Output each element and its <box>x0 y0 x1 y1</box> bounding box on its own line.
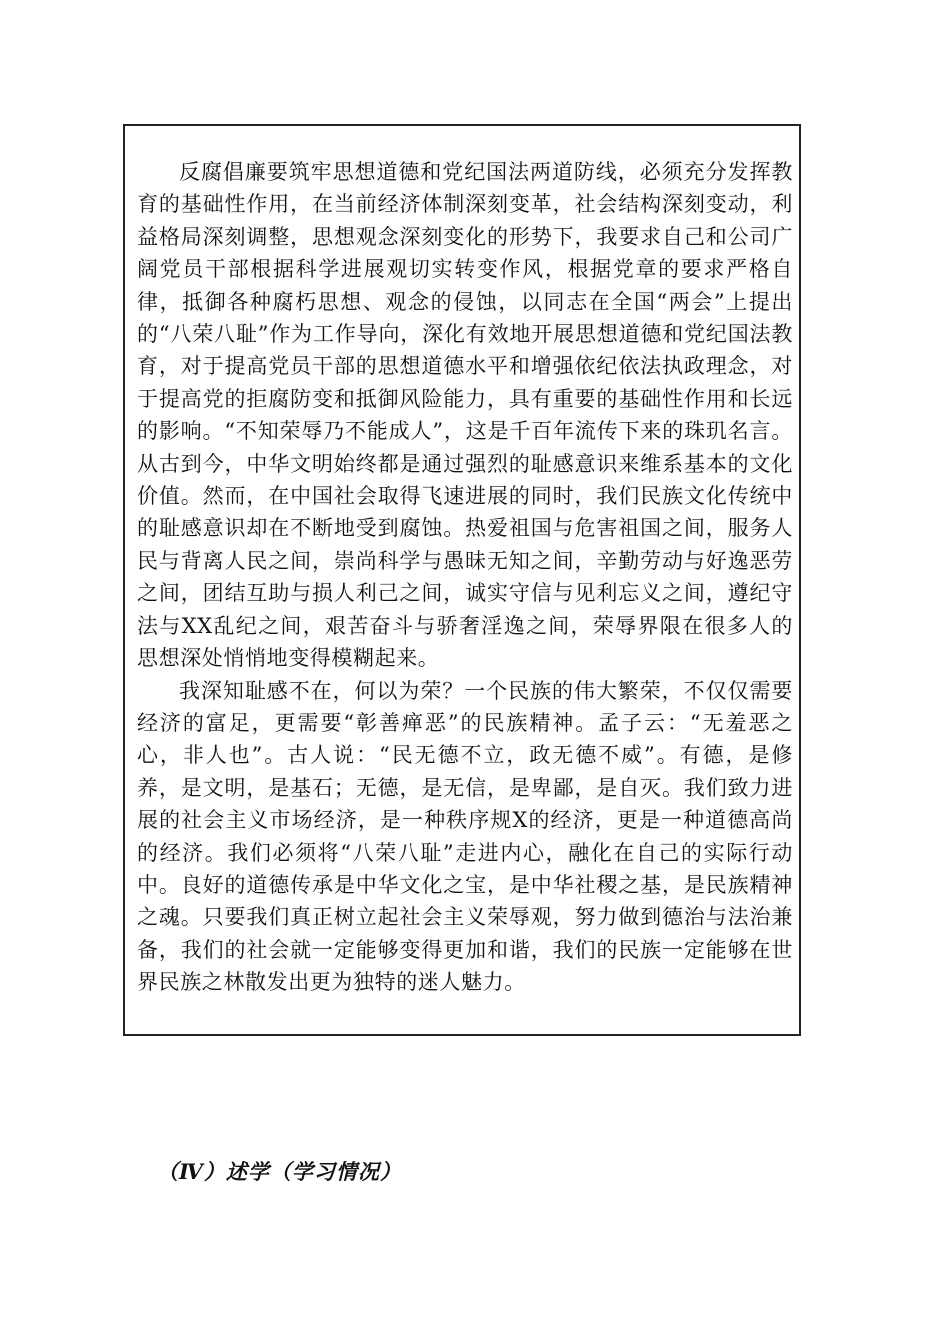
essay-paragraph-2: 我深知耻感不在，何以为荣？一个民族的伟大繁荣，不仅仅需要经济的富足，更需要“彰善瘅恶”的民族精神。孟子云：“无羞恶之心，非人也”。古人说：“民无德不立，政无德不威”。有德，是修养，是文明，是基石；无德，是无信，是卑鄙，是自灭。我们致力进展的社会主义市场经济，是一种秩序规X的经济，更是一种道德高尚的经济。我们必须将“八荣八耻”走进内心，融化在自己的实际行动中。良好的道德传承是中华文化之宝，是中华社稷之基，是民族精神之魂。只要我们真正树立起社会主义荣辱观，努力做到德治与法治兼备，我们的社会就一定能够变得更加和谐，我们的民族一定能够在世界民族之林散发出更为独特的迷人魅力。 <box>137 678 793 995</box>
section-heading: （Ⅳ）述学（学习情况） <box>157 1159 402 1184</box>
essay-paragraph-1: 反腐倡廉要筑牢思想道德和党纪国法两道防线，必须充分发挥教育的基础性作用，在当前经济体制深刻变革，社会结构深刻变动，利益格局深刻调整，思想观念深刻变化的形势下，我要求自己和公司广阔党员干部根据科学进展观切实转变作风，根据党章的要求严格自律，抵御各种腐朽思想、观念的侵蚀，以同志在全国“两会”上提出的“八荣八耻”作为工作导向，深化有效地开展思想道德和党纪国法教育，对于提高党员干部的思想道德水平和增强依纪依法执政理念，对于提高党的拒腐防变和抵御风险能力，具有重要的基础性作用和长远的影响。“不知荣辱乃不能成人”，这是千百年流传下来的珠玑名言。从古到今，中华文明始终都是通过强烈的耻感意识来维系基本的文化价值。然而，在中国社会取得飞速进展的同时，我们民族文化传统中的耻感意识却在不断地受到腐蚀。热爱祖国与危害祖国之间，服务人民与背离人民之间，崇尚科学与愚昧无知之间，辛勤劳动与好逸恶劳之间，团结互助与损人利己之间，诚实守信与见利忘义之间，遵纪守法与XX乱纪之间，艰苦奋斗与骄奢淫逸之间，荣辱界限在很多人的思想深处悄悄地变得模糊起来。 <box>137 160 793 671</box>
essay-text-box <box>123 124 801 1036</box>
